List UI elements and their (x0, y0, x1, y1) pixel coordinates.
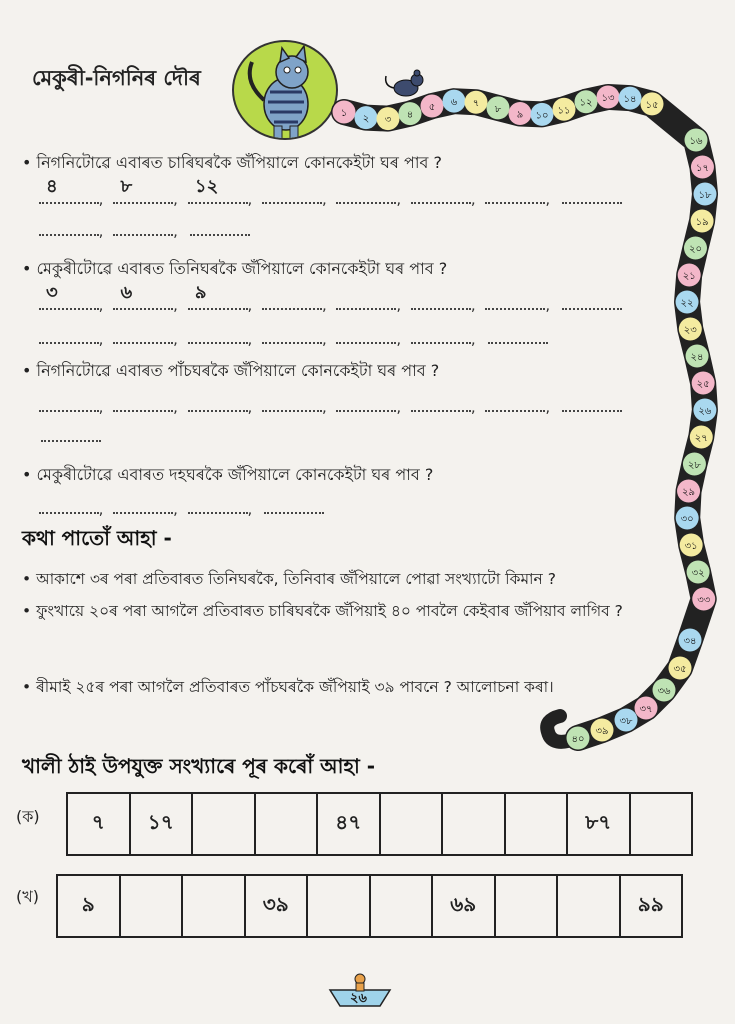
grid-cell[interactable] (505, 793, 568, 855)
snake-number: ১৯ (695, 217, 709, 228)
grid-cell[interactable] (255, 793, 318, 855)
page-number: ২৬ (350, 991, 367, 1006)
answer-row-q1b: , , (36, 222, 255, 240)
snake-number: ৩৩ (697, 595, 711, 606)
grid-cell[interactable] (630, 793, 693, 855)
answer: ৬ (120, 282, 133, 303)
page-number-boat (328, 972, 392, 1008)
grid-cell[interactable] (380, 793, 443, 855)
answer: ৩ (46, 282, 58, 303)
snake-number: ১২ (579, 97, 593, 109)
grid-cell[interactable] (307, 875, 370, 937)
answer: ৯ (194, 282, 207, 303)
snake-number: ৯ (516, 109, 524, 121)
grid-cell[interactable]: ৮৭ (567, 793, 630, 855)
snake-number: ১৫ (645, 99, 659, 111)
snake-number: ৩০ (680, 514, 694, 525)
question-1: • নিগনিটোৱে এবাৰত চাৰিঘৰকৈ জঁপিয়ালে কোনকেইটা ঘৰ পাব ? (22, 153, 442, 172)
snake-number: ২৬ (698, 406, 712, 417)
grid-cell[interactable] (557, 875, 620, 937)
discussion-bullet-3: • ৰীমাই ২৫ৰ পৰা আগলৈ প্ৰতিবাৰত পাঁচঘৰকৈ জঁপিয়াই ৩৯ পাবনে ? আলোচনা কৰা। (22, 678, 554, 696)
grid-cell[interactable] (370, 875, 433, 937)
grid-cell[interactable] (120, 875, 183, 937)
answer-row-q3b (36, 430, 106, 446)
snake-number: ২৫ (696, 379, 710, 390)
snake-number: ৮ (494, 103, 502, 115)
grid-cell[interactable]: ৭ (67, 793, 130, 855)
grid-cell[interactable]: ৯ (57, 875, 120, 937)
grid-cell[interactable] (442, 793, 505, 855)
answer-row-q4: , , , (36, 500, 329, 518)
grid-cell[interactable] (182, 875, 245, 937)
snake-number: ৩৭ (639, 704, 653, 715)
snake-number: ৩২ (691, 568, 705, 579)
page-title: মেকুৰী-নিগনিৰ দৌৰ (32, 66, 201, 90)
snake-number: ৪০ (571, 734, 585, 745)
section-heading-discussion: কথা পাতোঁ আহা - (22, 526, 172, 550)
answer: ৮ (120, 176, 133, 197)
grid-cell[interactable] (192, 793, 255, 855)
snake-number: ১৬ (689, 136, 703, 147)
snake-number: ১৮ (698, 190, 712, 201)
snake-number: ৬ (450, 97, 458, 109)
discussion-bullet-1: • আকাশে ৩ৰ পৰা প্ৰতিবাৰত তিনিঘৰকৈ, তিনিবাৰ জঁপিয়ালে পোৱা সংখ্যাটো কিমান ? (22, 570, 556, 588)
snake-number: ১০ (535, 110, 549, 122)
snake-number: ১৩ (601, 92, 615, 104)
snake-number: ২৩ (683, 325, 697, 336)
snake-number: ২৯ (682, 487, 696, 498)
snake-number: ৩৫ (673, 664, 687, 675)
snake-number: ২২ (680, 298, 694, 309)
snake-number: ২৪ (690, 352, 704, 363)
grid-cell[interactable]: ১৭ (130, 793, 193, 855)
snake-number: ১ (340, 108, 348, 119)
snake-number: ৩৮ (619, 716, 633, 727)
snake-number: ৩ (384, 114, 392, 126)
question-2: • মেকুৰীটোৱে এবাৰত তিনিঘৰকৈ জঁপিয়ালে কোনকেইটা ঘৰ পাব ? (22, 259, 448, 278)
snake-number: ১১ (557, 105, 571, 117)
answer-row-q2: ৩ , ৬ , ৯ , , , , , (36, 296, 627, 314)
discussion-bullet-2: • ফুংখায়ে ২০ৰ পৰা আগলৈ প্ৰতিবাৰত চাৰিঘৰকৈ জঁপিয়াই ৪০ পাবলৈ কেইবাৰ জঁপিয়াব লাগিব ? (22, 602, 623, 620)
snake-number: ১৪ (623, 94, 637, 106)
snake-number: ৩১ (684, 541, 698, 552)
grid-cell[interactable]: ৪৭ (317, 793, 380, 855)
snake-number: ১৭ (695, 163, 709, 174)
grid-cell[interactable] (495, 875, 558, 937)
answer: ১২ (194, 176, 219, 197)
section-heading-fill-blanks: খালী ঠাই উপযুক্ত সংখ্যাৰে পূৰ কৰোঁ আহা - (22, 754, 376, 778)
snake-number: ৩৪ (683, 636, 697, 647)
answer-row-q2b: , , , , , , (36, 330, 553, 348)
question-4: • মেকুৰীটোৱে এবাৰত দহঘৰকৈ জঁপিয়ালে কোনকেইটা ঘৰ পাব ? (22, 465, 434, 484)
number-grid-ka (66, 792, 693, 856)
snake-number: ২১ (682, 271, 696, 282)
grid-cell[interactable]: ৩৯ (245, 875, 308, 937)
snake-number: ২০ (688, 244, 702, 255)
snake-number: ৭ (472, 98, 480, 110)
snake-number: ৫ (428, 102, 436, 114)
grid-cell[interactable]: ৯৯ (620, 875, 683, 937)
row-label-kha: (খ) (16, 887, 39, 906)
snake-number: ২ (362, 113, 370, 125)
snake-number: ৩৬ (657, 686, 671, 697)
number-grid-kha (56, 874, 683, 938)
answer-row-q1: ৪ , ৮ , ১২ , , , , , (36, 190, 627, 208)
snake-number: ২৮ (687, 460, 701, 471)
row-label-ka: (ক) (16, 807, 40, 826)
snake-number: ২৭ (694, 433, 708, 444)
answer: ৪ (46, 176, 58, 197)
answer-row-q3: , , , , , , , (36, 398, 627, 416)
question-3: • নিগনিটোৱে এবাৰত পাঁচঘৰকৈ জঁপিয়ালে কোনকেইটা ঘৰ পাব ? (22, 361, 440, 380)
snake-number: ৩৯ (595, 726, 609, 737)
grid-cell[interactable]: ৬৯ (432, 875, 495, 937)
snake-number: ৪ (406, 109, 414, 121)
